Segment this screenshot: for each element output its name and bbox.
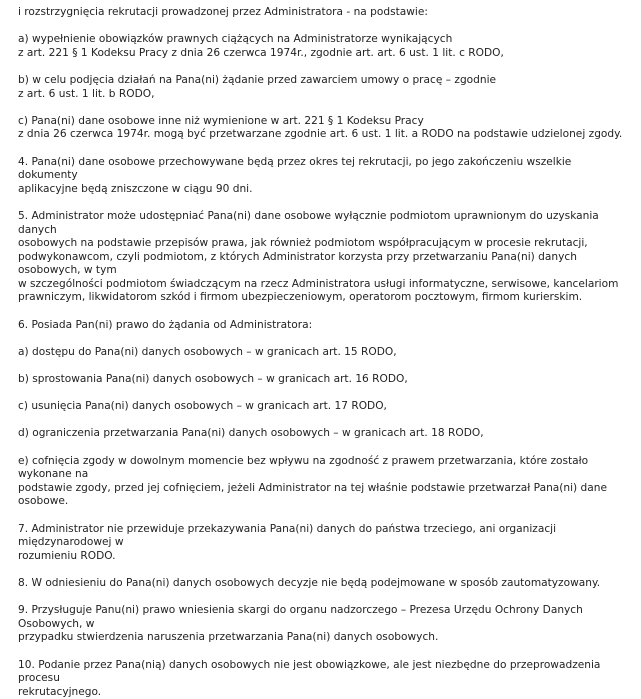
paragraph-basis-a: a) wypełnienie obowiązków prawnych ciążących na Administratorze wynikających z art. 221 § 1 Kodeksu Pracy z dnia 26 czerwca 1974r., zgodnie art. art. 6 ust. 1 lit. c RODO, — [18, 33, 630, 60]
document-body — [18, 6, 630, 699]
paragraph-right-b-rectification: b) sprostowania Pana(ni) danych osobowych – w granicach art. 16 RODO, — [18, 373, 630, 387]
paragraph-right-e-withdrawal: e) cofnięcia zgody w dowolnym momencie bez wpływu na zgodność z prawem przetwarzania, które zostało wykonane na podstawie zgody, przed jej cofnięciem, jeżeli Administrator na tej właśnie podstawie przetwarzał Pana(ni) dane osobowe. — [18, 455, 630, 509]
paragraph-basis-c: c) Pana(ni) dane osobowe inne niż wymienione w art. 221 § 1 Kodeksu Pracy z dnia 26 czerwca 1974r. mogą być przetwarzane zgodnie art. 6 ust. 1 lit. a RODO na podstawie udzielonej zgody. — [18, 115, 630, 142]
paragraph-right-d-restriction: d) ograniczenia przetwarzania Pana(ni) danych osobowych – w granicach art. 18 RODO, — [18, 427, 630, 441]
paragraph-right-a-access: a) dostępu do Pana(ni) danych osobowych – w granicach art. 15 RODO, — [18, 346, 630, 360]
paragraph-8-automated-decisions: 8. W odniesieniu do Pana(ni) danych osobowych decyzje nie będą podejmowane w sposób zautomatyzowany. — [18, 577, 630, 591]
paragraph-7-third-country: 7. Administrator nie przewiduje przekazywania Pana(ni) danych do państwa trzeciego, ani organizacji międzynarodowej w rozumieniu RODO. — [18, 523, 630, 564]
paragraph-6-rights-intro: 6. Posiada Pan(ni) prawo do żądania od Administratora: — [18, 319, 630, 333]
paragraph-9-complaint: 9. Przysługuje Panu(ni) prawo wniesienia skargi do organu nadzorczego – Prezesa Urzędu Ochrony Danych Osobowych, w przypadku stwierdzenia naruszenia przetwarzania Pana(ni) danych osobowych. — [18, 604, 630, 645]
paragraph-4-retention: 4. Pana(ni) dane osobowe przechowywane będą przez okres tej rekrutacji, po jego zakończeniu wszelkie dokumenty aplikacyjne będą zniszczone w ciągu 90 dni. — [18, 156, 630, 197]
paragraph-right-c-erasure: c) usunięcia Pana(ni) danych osobowych – w granicach art. 17 RODO, — [18, 400, 630, 414]
paragraph-10-voluntary: 10. Podanie przez Pana(nią) danych osobowych nie jest obowiązkowe, ale jest niezbędne do przeprowadzenia procesu rekrutacyjnego. — [18, 659, 630, 699]
paragraph-basis-b: b) w celu podjęcia działań na Pana(ni) żądanie przed zawarciem umowy o pracę – zgodnie z art. 6 ust. 1 lit. b RODO, — [18, 74, 630, 101]
paragraph-5-recipients: 5. Administrator może udostępniać Pana(ni) dane osobowe wyłącznie podmiotom uprawnionym do uzyskania danych osobowych na podstawie przepisów prawa, jak również podmiotom współpracującym w procesie rekrutacji, podwykonawcom, czyli podmiotom, z których Administrator korzysta przy przetwarzaniu Pana(ni) danych osobowych, w tym w szczególności podmiotom świadczącym na rzecz Administratora usługi informatyczne, serwisowe, kancelariom prawniczym, likwidatorom szkód i firmom ubezpieczeniowym, operatorom pocztowym, firmom kurierskim. — [18, 210, 630, 305]
paragraph-legal-basis-intro: i rozstrzygnięcia rekrutacji prowadzonej przez Administratora - na podstawie: — [18, 6, 630, 20]
